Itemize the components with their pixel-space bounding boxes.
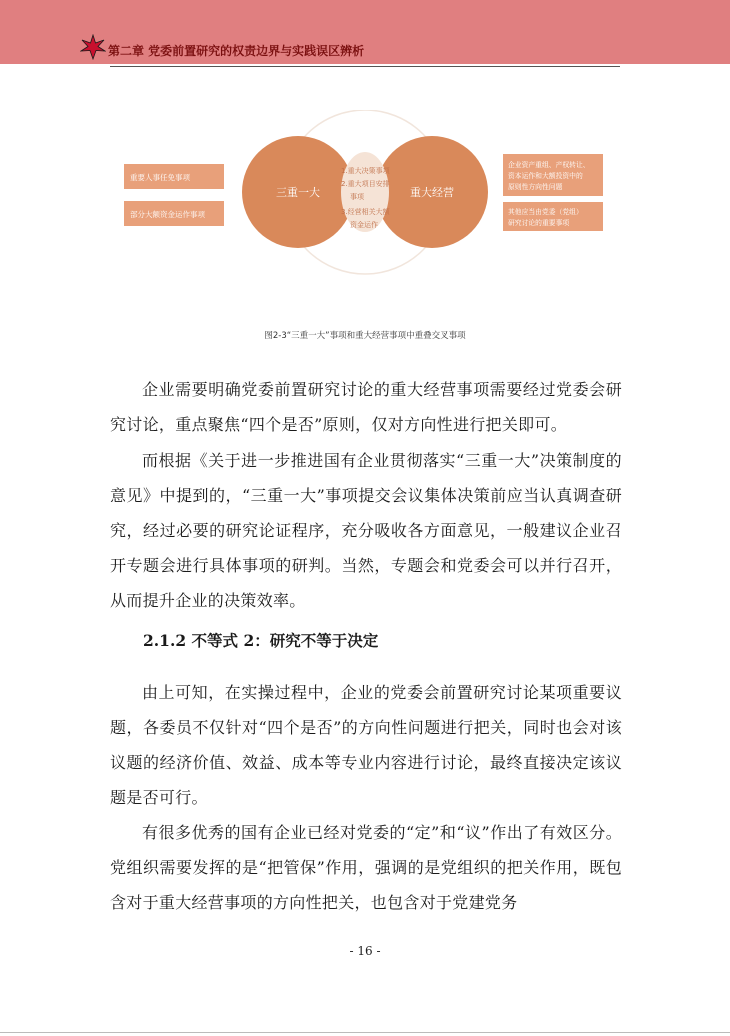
right-box-1-line-1: 企业资产重组、产权转让、 — [508, 161, 590, 169]
left-box-1-label: 重要人事任免事项 — [130, 173, 190, 182]
overlap-diagram — [110, 110, 620, 290]
page-bottom-border — [0, 1032, 730, 1033]
overlap-item-3b: 资金运作 — [350, 221, 378, 229]
left-box-2-label: 部分大额资金运作事项 — [130, 210, 205, 219]
paragraph-1: 企业需要明确党委前置研究讨论的重大经营事项需要经过党委会研究讨论，重点聚焦“四个是否”原则，仅对方向性进行把关即可。 — [110, 380, 622, 434]
red-star-burst-icon — [80, 34, 106, 60]
right-box-2-line-1: 其他应当由党委（党组） — [508, 208, 583, 216]
right-circle-label: 重大经营 — [410, 186, 454, 199]
chapter-title: 第二章 党委前置研究的权责边界与实践误区辨析 — [108, 44, 365, 58]
paragraph-3: 由上可知，在实操过程中，企业的党委会前置研究讨论某项重要议题，各委员不仅针对“四个是否”的方向性问题进行把关，同时也会对该议题的经济价值、效益、成本等专业内容进行讨论，最终直接决定该议题是否可行。 — [110, 683, 622, 807]
right-box-1-line-3: 原则性方向性问题 — [508, 183, 563, 191]
overlap-item-2: 2.重大项目安排 — [341, 180, 390, 188]
section-heading: 2.1.2 不等式 2：研究不等于决定 — [143, 631, 379, 650]
figure-caption: 图2-3“三重一大”事项和重大经营事项中重叠交叉事项 — [264, 331, 466, 341]
paragraph-4: 有很多优秀的国有企业已经对党委的“定”和“议”作出了有效区分。党组织需要发挥的是“把管保”作用，强调的是党组织的把关作用，既包含对于重大经营事项的方向性把关，也包含对于党建党务 — [110, 823, 622, 912]
left-circle-label: 三重一大 — [276, 186, 320, 199]
overlap-center — [341, 152, 389, 232]
right-box-2-line-2: 研究讨论的重要事项 — [508, 219, 570, 227]
overlap-item-2b: 事项 — [350, 193, 364, 201]
paragraph-2: 而根据《关于进一步推进国有企业贯彻落实“三重一大”决策制度的意见》中提到的，“三重一大”事项提交会议集体决策前应当认真调查研究，经过必要的研究论证程序，充分吸收各方面意见，一般建议企业召开专题会进行具体事项的研判。当然，专题会和党委会可以并行召开，从而提升企业的决策效率。 — [110, 451, 622, 610]
header-divider — [110, 66, 620, 67]
overlap-item-1: 1.重大决策事项 — [341, 167, 390, 175]
right-box-1-line-2: 资本运作和大额投资中的 — [508, 172, 583, 180]
overlap-item-3: 3.经营相关大额 — [341, 208, 390, 216]
page-number: - 16 - — [349, 944, 381, 958]
